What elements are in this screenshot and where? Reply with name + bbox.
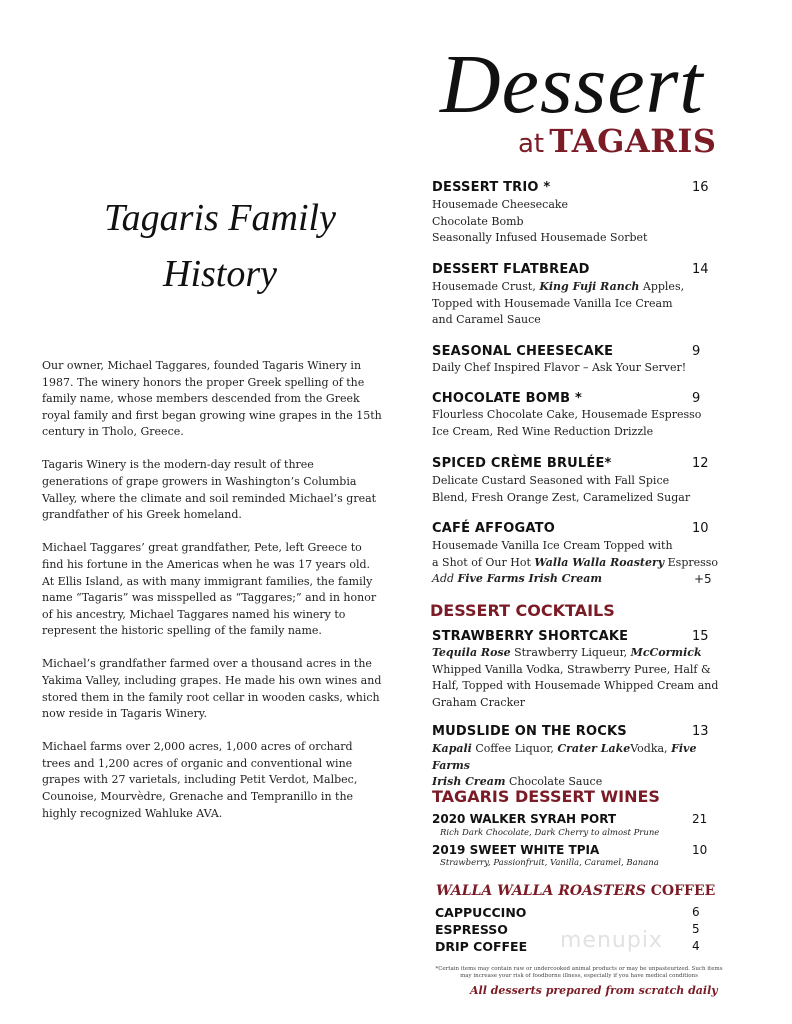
desc-line: Flourless Chocolate Cake, Housemade Espresso <box>432 408 702 421</box>
disclaimer-line: may increase your risk of foodborne illness, especially if you have medical conditions <box>460 973 698 979</box>
history-text <box>42 358 382 839</box>
brand-em: Irish Cream <box>432 775 506 788</box>
wine-desc: Strawberry, Passionfruit, Vanilla, Caramel, Banana <box>440 858 659 868</box>
creme-brulee-name: SPICED CRÈME BRULÉE* <box>432 456 612 471</box>
strawberry-shortcake-price: 15 <box>692 629 709 644</box>
disclaimer-line: *Certain items may contain raw or undercooked animal products or may be unpasteurized. Such items <box>435 966 723 972</box>
desc-line: Half, Topped with Housemade Whipped Cream and <box>432 679 719 692</box>
history-title-line2: History <box>163 253 277 295</box>
brand-em: Five Farms Irish Cream <box>457 572 602 585</box>
brand-em: Tequila Rose <box>432 646 511 659</box>
brand-em: McCormick <box>630 646 702 659</box>
strawberry-shortcake-name: STRAWBERRY SHORTCAKE <box>432 629 629 644</box>
desc-line: Housemade Vanilla Ice Cream Topped with <box>432 539 673 552</box>
dessert-trio-price: 16 <box>692 180 709 195</box>
at-word: at <box>518 129 545 159</box>
seasonal-cheesecake-desc <box>432 360 686 377</box>
brand-em: Kapali <box>432 742 472 755</box>
mudslide-price: 13 <box>692 724 709 739</box>
mudslide-desc <box>432 741 732 791</box>
wine-price: 10 <box>692 843 708 857</box>
coffee-name: DRIP COFFEE <box>435 939 528 954</box>
brand-name: TAGARIS <box>549 122 717 160</box>
brand-em: WALLA WALLA ROASTERS <box>436 883 646 899</box>
history-paragraph: Michael Taggares’ great grandfather, Pete, left Greece to find his fortune in the Americas when he was 17 years old. At Ellis Island, as with many immigrant families, the family name “Tagaris” was misspelled as “Taggares;” and in honor of his ancestry, Michael Taggares named his winery to represent the historic spelling of the family name. <box>42 541 377 638</box>
desc-line: Topped with Housemade Vanilla Ice Cream <box>432 296 673 310</box>
desc-line: Tequila Rose Strawberry Liqueur, McCormick <box>432 646 702 659</box>
seasonal-cheesecake-price: 9 <box>692 344 701 359</box>
seasonal-cheesecake-name: SEASONAL CHEESECAKE <box>432 344 614 359</box>
dessert-flatbread-price: 14 <box>692 262 709 277</box>
chocolate-bomb-price: 9 <box>692 391 701 406</box>
coffee-name: CAPPUCCINO <box>435 905 527 920</box>
desc-line: Kapali Coffee Liquor, Crater LakeVodka, Five Farms <box>432 742 697 772</box>
coffee-heading: WALLA WALLA ROASTERS COFFEE <box>436 883 716 899</box>
watermark: menupix <box>560 928 663 953</box>
restaurant-name <box>518 122 778 160</box>
dessert-wines-heading: TAGARIS DESSERT WINES <box>432 787 660 806</box>
desc-line: Whipped Vanilla Vodka, Strawberry Puree, Half & <box>432 662 711 676</box>
cafe-affogato-name: CAFÉ AFFOGATO <box>432 521 556 536</box>
desc-line: Blend, Fresh Orange Zest, Caramelized Sugar <box>432 490 691 504</box>
dessert-flatbread-desc <box>432 279 684 329</box>
dessert-cocktails-heading: DESSERT COCKTAILS <box>430 601 615 620</box>
coffee-price: 5 <box>692 922 700 936</box>
desc-line: Housemade Crust, King Fuji Ranch Apples, <box>432 280 685 293</box>
creme-brulee-price: 12 <box>692 456 709 471</box>
creme-brulee-desc <box>432 473 690 506</box>
wine-name: 2019 SWEET WHITE TPIA <box>432 843 600 857</box>
history-title <box>60 190 380 302</box>
addon-line: Add Five Farms Irish Cream +5 <box>432 572 712 586</box>
cafe-affogato-price: 10 <box>692 521 709 536</box>
addon-price: +5 <box>694 572 712 586</box>
desc-line: a Shot of Our Hot Walla Walla Roastery Espresso <box>432 555 719 569</box>
history-title-line1: Tagaris Family <box>104 197 336 239</box>
brand-em: Walla Walla Roastery <box>534 555 665 569</box>
wine-desc: Rich Dark Chocolate, Dark Cherry to almost Prune <box>440 828 660 838</box>
chocolate-bomb-desc <box>432 407 701 440</box>
dessert-trio-name: DESSERT TRIO * <box>432 180 551 195</box>
desc-line: Housemade Cheesecake <box>432 198 569 211</box>
cafe-affogato-desc <box>432 538 722 588</box>
desc-line: Delicate Custard Seasoned with Fall Spice <box>432 474 670 487</box>
dessert-trio-desc <box>432 197 647 247</box>
brand-em: King Fuji Ranch <box>539 280 640 293</box>
desc-line: Chocolate Bomb <box>432 214 524 228</box>
desc-line: Daily Chef Inspired Flavor – Ask Your Server! <box>432 361 687 374</box>
chocolate-bomb-name: CHOCOLATE BOMB * <box>432 391 583 406</box>
mudslide-name: MUDSLIDE ON THE ROCKS <box>432 724 627 739</box>
menu-title: Dessert <box>440 38 704 131</box>
desc-line: Seasonally Infused Housemade Sorbet <box>432 231 648 244</box>
brand-em: Crater Lake <box>557 742 631 755</box>
coffee-price: 4 <box>692 939 700 953</box>
wine-price: 21 <box>692 812 708 826</box>
wine-name: 2020 WALKER SYRAH PORT <box>432 812 617 826</box>
strawberry-shortcake-desc <box>432 645 732 711</box>
desc-line: and Caramel Sauce <box>432 313 541 326</box>
dessert-flatbread-name: DESSERT FLATBREAD <box>432 262 590 277</box>
history-paragraph: Tagaris Winery is the modern-day result of three generations of grape growers in Washington’s Columbia Valley, where the climate and soil reminded Michael’s great grandfather of his Greek homeland. <box>42 458 377 522</box>
desc-line: Ice Cream, Red Wine Reduction Drizzle <box>432 424 654 438</box>
history-paragraph: Our owner, Michael Taggares, founded Tagaris Winery in 1987. The winery honors the proper Greek spelling of the family name, whose members descended from the Greek royal family and first began growing wine grapes in the 15th century in Tholo, Greece. <box>42 359 382 439</box>
history-paragraph: Michael’s grandfather farmed over a thousand acres in the Yakima Valley, including grapes. He made his own wines and stored them in the family root cellar in wooden casks, which now reside in Tagaris Winery. <box>42 657 382 721</box>
scratch-note: All desserts prepared from scratch daily <box>470 984 718 997</box>
brand-em: Five Farms <box>432 742 697 772</box>
coffee-name: ESPRESSO <box>435 922 508 937</box>
history-paragraph: Michael farms over 2,000 acres, 1,000 acres of orchard trees and 1,200 acres of organic and conventional wine grapes with 27 varietals, including Petit Verdot, Malbec, Counoise, Mourvèdre, Grenache and Tempranillo in the highly recognized Wahluke AVA. <box>42 740 358 820</box>
desc-line: Graham Cracker <box>432 695 526 709</box>
desc-line: Irish Cream Chocolate Sauce <box>432 775 603 788</box>
disclaimer <box>424 966 734 980</box>
coffee-price: 6 <box>692 905 700 919</box>
